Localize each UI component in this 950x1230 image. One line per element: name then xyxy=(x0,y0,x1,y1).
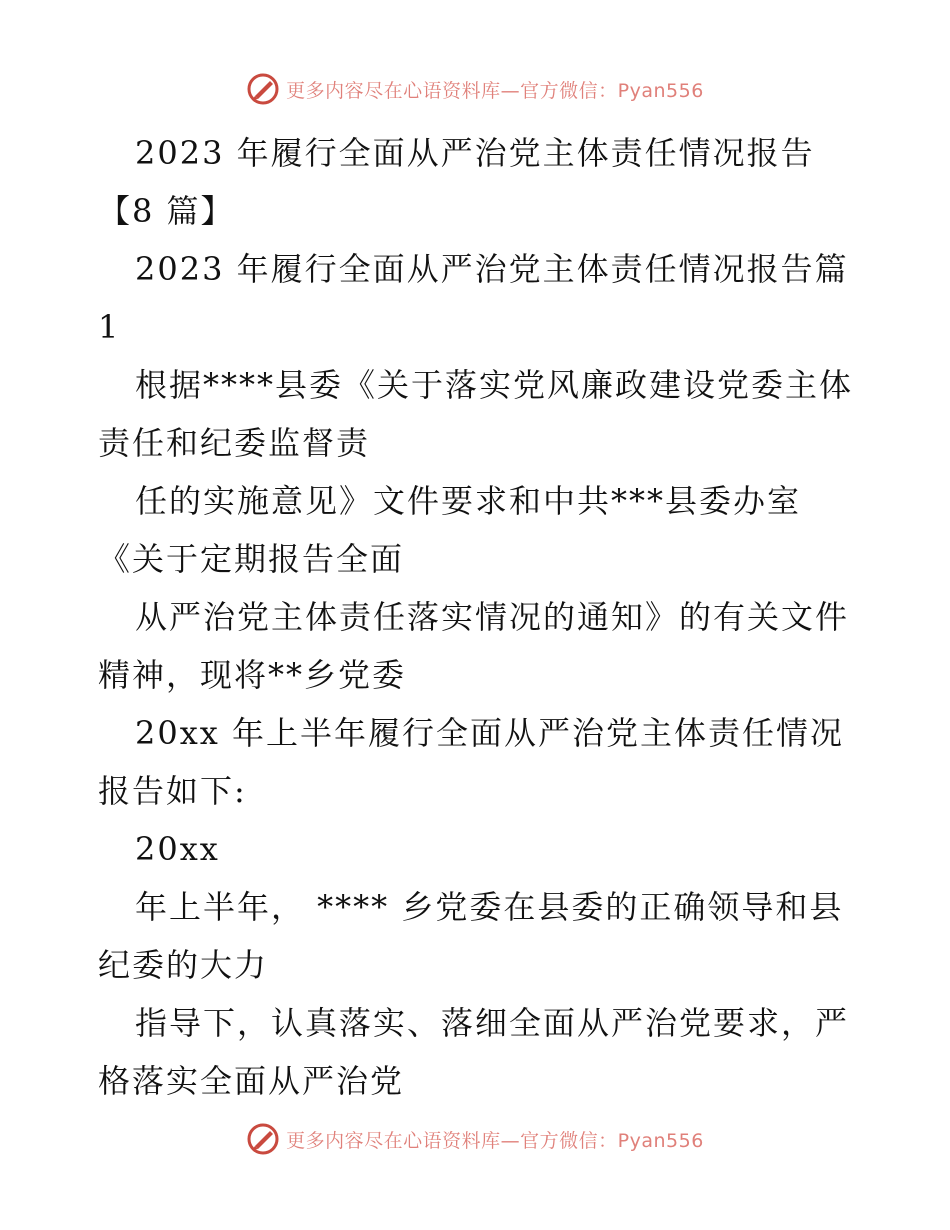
watermark-text: 更多内容尽在心语资料库—官方微信：Pyan556 xyxy=(286,79,704,102)
paragraph: 指导下，认真落实、落细全面从严治党要求，严格落实全面从严治党 xyxy=(98,1004,850,1100)
document-title: 2023 年履行全面从严治党主体责任情况报告【8 篇】 xyxy=(98,134,815,230)
section-heading: 2023 年履行全面从严治党主体责任情况报告篇 1 xyxy=(98,250,849,346)
paragraph: 20xx xyxy=(135,830,220,868)
document-body xyxy=(98,124,858,1110)
paragraph: 年上半年， **** 乡党委在县委的正确领导和县纪委的大力 xyxy=(98,888,844,984)
paragraph: 20xx 年上半年履行全面从严治党主体责任情况报告如下: xyxy=(98,714,844,810)
paragraph: 任的实施意见》文件要求和中共***县委办室《关于定期报告全面 xyxy=(98,482,802,578)
pen-logo-icon xyxy=(246,72,280,106)
watermark-footer xyxy=(0,1122,950,1156)
watermark-text: 更多内容尽在心语资料库—官方微信：Pyan556 xyxy=(286,1129,704,1152)
paragraph: 从严治党主体责任落实情况的通知》的有关文件精神，现将**乡党委 xyxy=(98,598,850,694)
pen-logo-icon xyxy=(246,1122,280,1156)
paragraph: 根据****县委《关于落实党风廉政建设党委主体责任和纪委监督责 xyxy=(98,366,854,462)
watermark-header xyxy=(0,72,950,106)
